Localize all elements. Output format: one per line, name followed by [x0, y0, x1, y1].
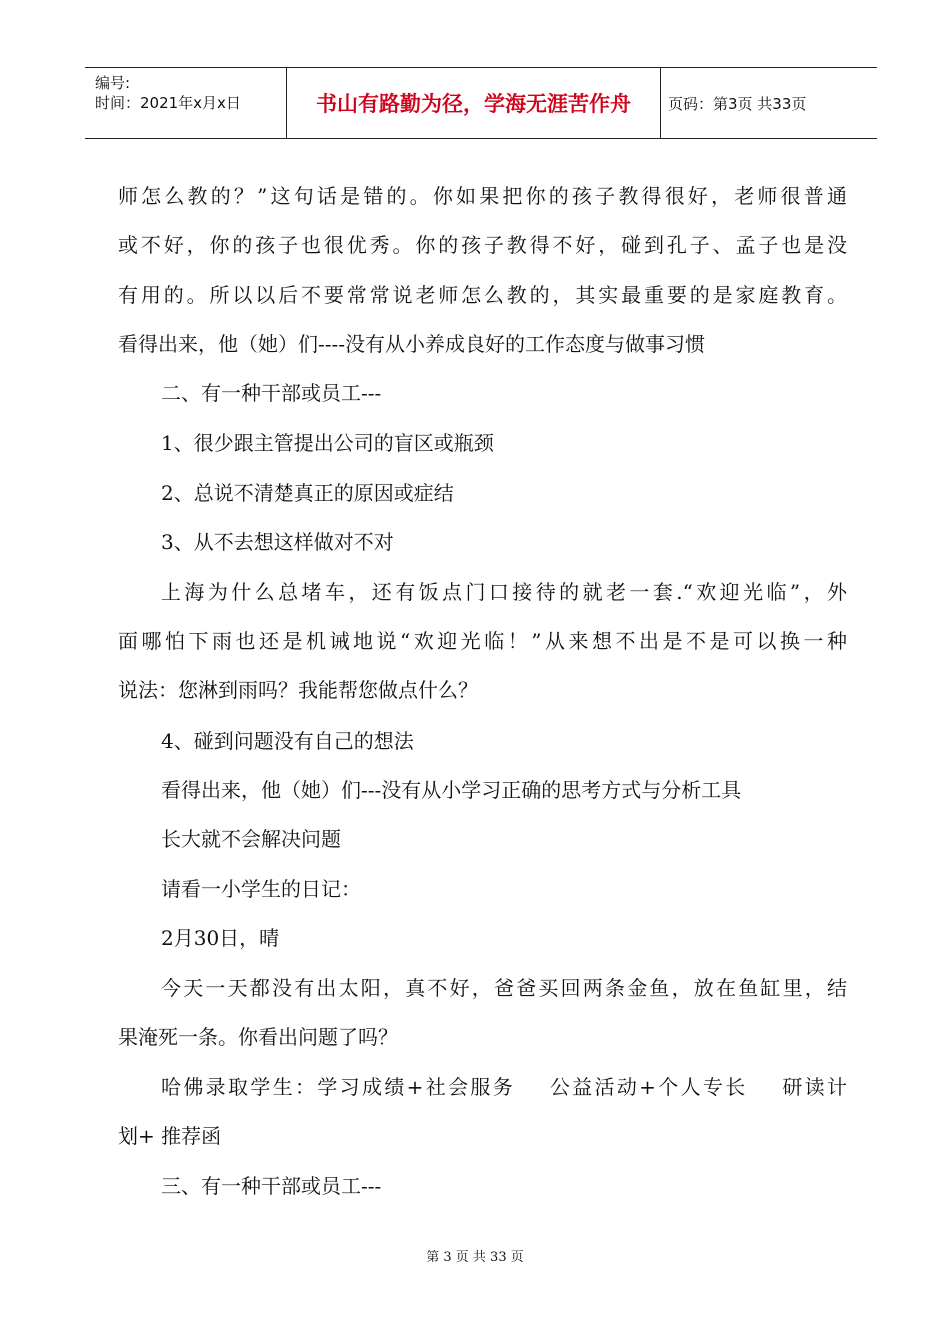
body-line: 请看一小学生的日记： — [161, 877, 361, 901]
body-line: 看得出来，他（她）们----没有从小养成良好的工作态度与做事习惯 — [118, 332, 706, 356]
section-heading: 二、有一种干部或员工--- — [161, 381, 382, 405]
header-motto-cell — [287, 68, 661, 138]
body-line: 面哪怕下雨也还是机诫地说“欢迎光临！”从来想不出是不是可以换一种 — [118, 629, 847, 653]
body-line: 果淹死一条。你看出问题了吗？ — [118, 1025, 398, 1049]
motto-text: 书山有路勤为径，学海无涯苦作舟 — [316, 92, 631, 116]
body-line: 说法：您淋到雨吗？我能帮您做点什么？ — [118, 678, 478, 702]
list-item: 1、很少跟主管提出公司的盲区或瓶颈 — [161, 431, 494, 455]
diary-date: 2月30日，晴 — [161, 926, 280, 950]
body-line: 有用的。所以以后不要常常说老师怎么教的，其实最重要的是家庭教育。 — [118, 283, 847, 307]
header-meta-cell — [85, 68, 287, 138]
body-line: 或不好，你的孩子也很优秀。你的孩子教得不好，碰到孔子、孟子也是没 — [118, 233, 847, 257]
body-line: 看得出来，他（她）们---没有从小学习正确的思考方式与分析工具 — [161, 778, 742, 802]
body-line: 今天一天都没有出太阳，真不好，爸爸买回两条金鱼，放在鱼缸里，结 — [161, 976, 847, 1000]
body-line: 划+ 推荐函 — [118, 1124, 222, 1148]
header-page-cell — [661, 68, 877, 138]
number-label: 编号: — [95, 74, 131, 92]
page-info: 页码：第3页 共33页 — [668, 94, 807, 113]
time-label: 时间：2021年x月x日 — [95, 94, 241, 112]
page-header — [85, 67, 877, 139]
page-footer: 第 3 页 共 33 页 — [426, 1250, 524, 1265]
list-item: 4、碰到问题没有自己的想法 — [161, 729, 414, 753]
list-item: 2、总说不清楚真正的原因或症结 — [161, 481, 454, 505]
body-line: 哈佛录取学生：学习成绩+社会服务 公益活动+个人专长 研读计 — [161, 1075, 847, 1099]
body-line: 师怎么教的？”这句话是错的。你如果把你的孩子教得很好，老师很普通 — [118, 184, 847, 208]
list-item: 3、从不去想这样做对不对 — [161, 530, 394, 554]
body-line: 长大就不会解决问题 — [161, 827, 341, 851]
body-line: 上海为什么总堵车，还有饭点门口接待的就老一套.“欢迎光临”，外 — [161, 580, 847, 604]
section-heading: 三、有一种干部或员工--- — [161, 1174, 382, 1198]
